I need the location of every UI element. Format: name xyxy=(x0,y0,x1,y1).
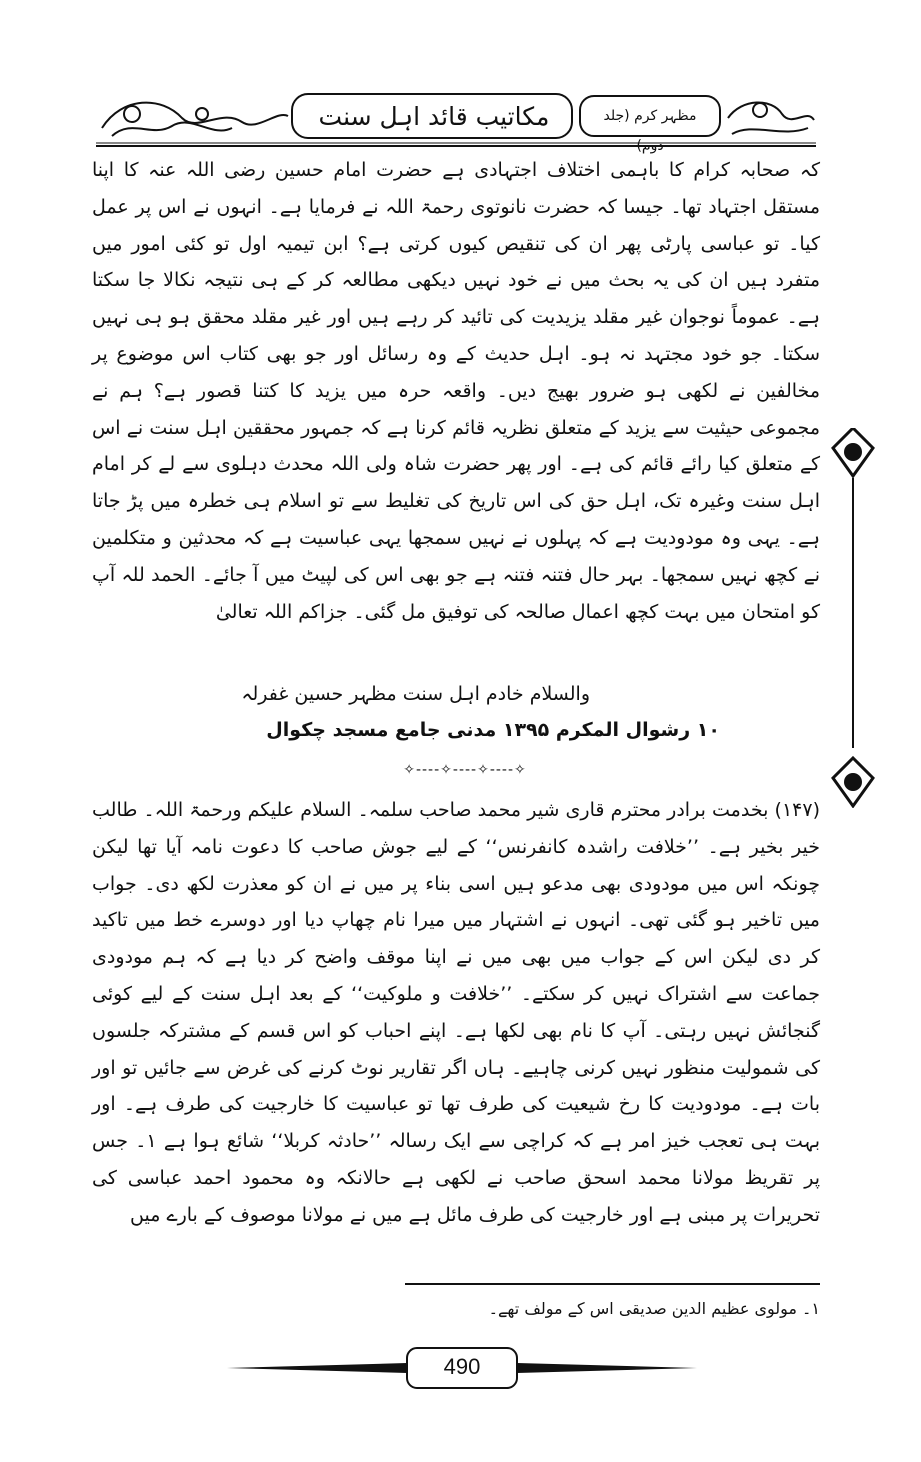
paragraph: (۱۴۷) بخدمت برادر محترم قاری شیر محمد صاحب سلمہ۔ السلام علیکم ورحمۃ اللہ۔ طالب خیر بخیر ہے۔ ’’خلافت راشدہ کانفرنس‘‘ کے لیے جوش صاحب کا دعوت نامہ آیا تھا لیکن چونکہ اس میں مودودی بھی مدعو ہیں اسی بناء پر میں نے ان کو معذرت لکھ دی۔ جواب میں تاخیر ہو گئی تھی۔ انہوں نے اشتہار میں میرا نام چھاپ دیا اور دوسرے خط میں تاکید کر دی لیکن اس کے جواب میں بھی میں نے اپنا موقف واضح کر دیا ہے کہ ہم مودودی جماعت سے اشتراک نہیں کر سکتے۔ ’’خلافت و ملوکیت‘‘ کے بعد اہل سنت کے لیے کوئی گنجائش نہیں رہتی۔ آپ کا نام بھی لکھا ہے۔ اپنے احباب کو اس قسم کے مشترکہ جلسوں کی شمولیت منظور نہیں کرنی چاہیے۔ ہاں اگر تقاریر نوٹ کرنے کی غرض سے جائیں تو اور بات ہے۔ مودودیت کا رخ شیعیت کی طرف تھا تو عباسیت کا خارجیت کی طرف ہے۔ اور بہت ہی تعجب خیز امر ہے کہ کراچی سے ایک رسالہ ’’حادثہ کربلا‘‘ شائع ہوا ہے ۱۔ جس پر تقریظ مولانا محمد اسحق صاحب نے لکھی ہے حالانکہ وہ محمود احمد عباسی کی تحریرات پر مبنی ہے اور خارجیت کی طرف مائل ہے میں نے مولانا موصوف کے بارے میں xyxy=(92,799,820,1226)
page-footer xyxy=(227,1345,697,1391)
book-title: مظہر کرم (جلد دوم) xyxy=(603,108,697,154)
signature-line: والسلام خادم اہل سنت مظہر حسین غفرلہ xyxy=(241,683,590,705)
footnote-rule xyxy=(405,1283,820,1285)
page-number: 490 xyxy=(443,1354,481,1379)
paragraph: کہ صحابہ کرام کا باہمی اختلاف اجتہادی ہے حضرت امام حسین رضی اللہ عنہ کا اپنا مستقل اجتہاد تھا۔ جیسا کہ حضرت نانوتوی رحمۃ اللہ نے فرمایا ہے۔ انہوں نے اس پر عمل کیا۔ تو عباسی پارٹی پھر ان کی تنقیص کیوں کرتی ہے؟ ابن تیمیہ اول تو کئی امور میں متفرد ہیں ان کی یہ بحث میں نے خود نہیں دیکھی مطالعہ کر کے ہی نتیجہ نکالا جا سکتا ہے۔ عموماً نوجوان غیر مقلد یزیدیت کی تائید کر رہے ہیں اور غیر مقلد محقق ہو ہی نہیں سکتا۔ جو خود مجتہد نہ ہو۔ اہل حدیث کے وہ رسائل اور جو بھی کتاب اس موضوع پر مخالفین نے لکھی ہو ضرور بھیج دیں۔ واقعہ حرہ میں یزید کا کتنا قصور ہے؟ ہم نے مجموعی حیثیت سے یزید کے متعلق نظریہ قائم کرنا ہے کہ جمہور محققین اہل سنت نے اس کے متعلق کیا رائے قائم کی ہے۔ اور پھر حضرت شاہ ولی اللہ محدث دہلوی سے لے کر امام اہل سنت وغیرہ تک، اہل حق کی اس تاریخ کی تغلیط سے تو اسلام ہی خطرہ میں پڑ جاتا ہے۔ یہی وہ مودودیت ہے کہ پہلوں نے نہیں سمجھا یہی عباسیت ہے کہ محدثین و متکلمین نے کچھ نہیں سمجھا۔ بہر حال فتنہ فتنہ ہے جو بھی اس کی لپیٹ میں آ جائے۔ الحمد للہ آپ کو امتحان میں بہت کچھ اعمال صالحہ کی توفیق مل گئی۔ جزاکم اللہ تعالیٰ xyxy=(92,159,820,623)
footnote: ۱۔ مولوی عظیم الدین صدیقی اس کے مولف تھے۔ xyxy=(488,1299,820,1318)
section-separator: ✧----✧----✧----✧ xyxy=(403,762,527,778)
margin-ornament xyxy=(828,428,878,808)
letter-text-1 xyxy=(92,152,820,630)
date-place-line: ۱۰ رشوال المکرم ۱۳۹۵ مدنی جامع مسجد چکوال xyxy=(266,719,720,741)
signature-block xyxy=(92,676,820,748)
floral-ornament-icon xyxy=(828,428,878,808)
running-title: مکاتیب قائد اہل سنت xyxy=(318,102,550,131)
page-header xyxy=(92,88,820,154)
letter-text-2 xyxy=(92,792,820,1234)
